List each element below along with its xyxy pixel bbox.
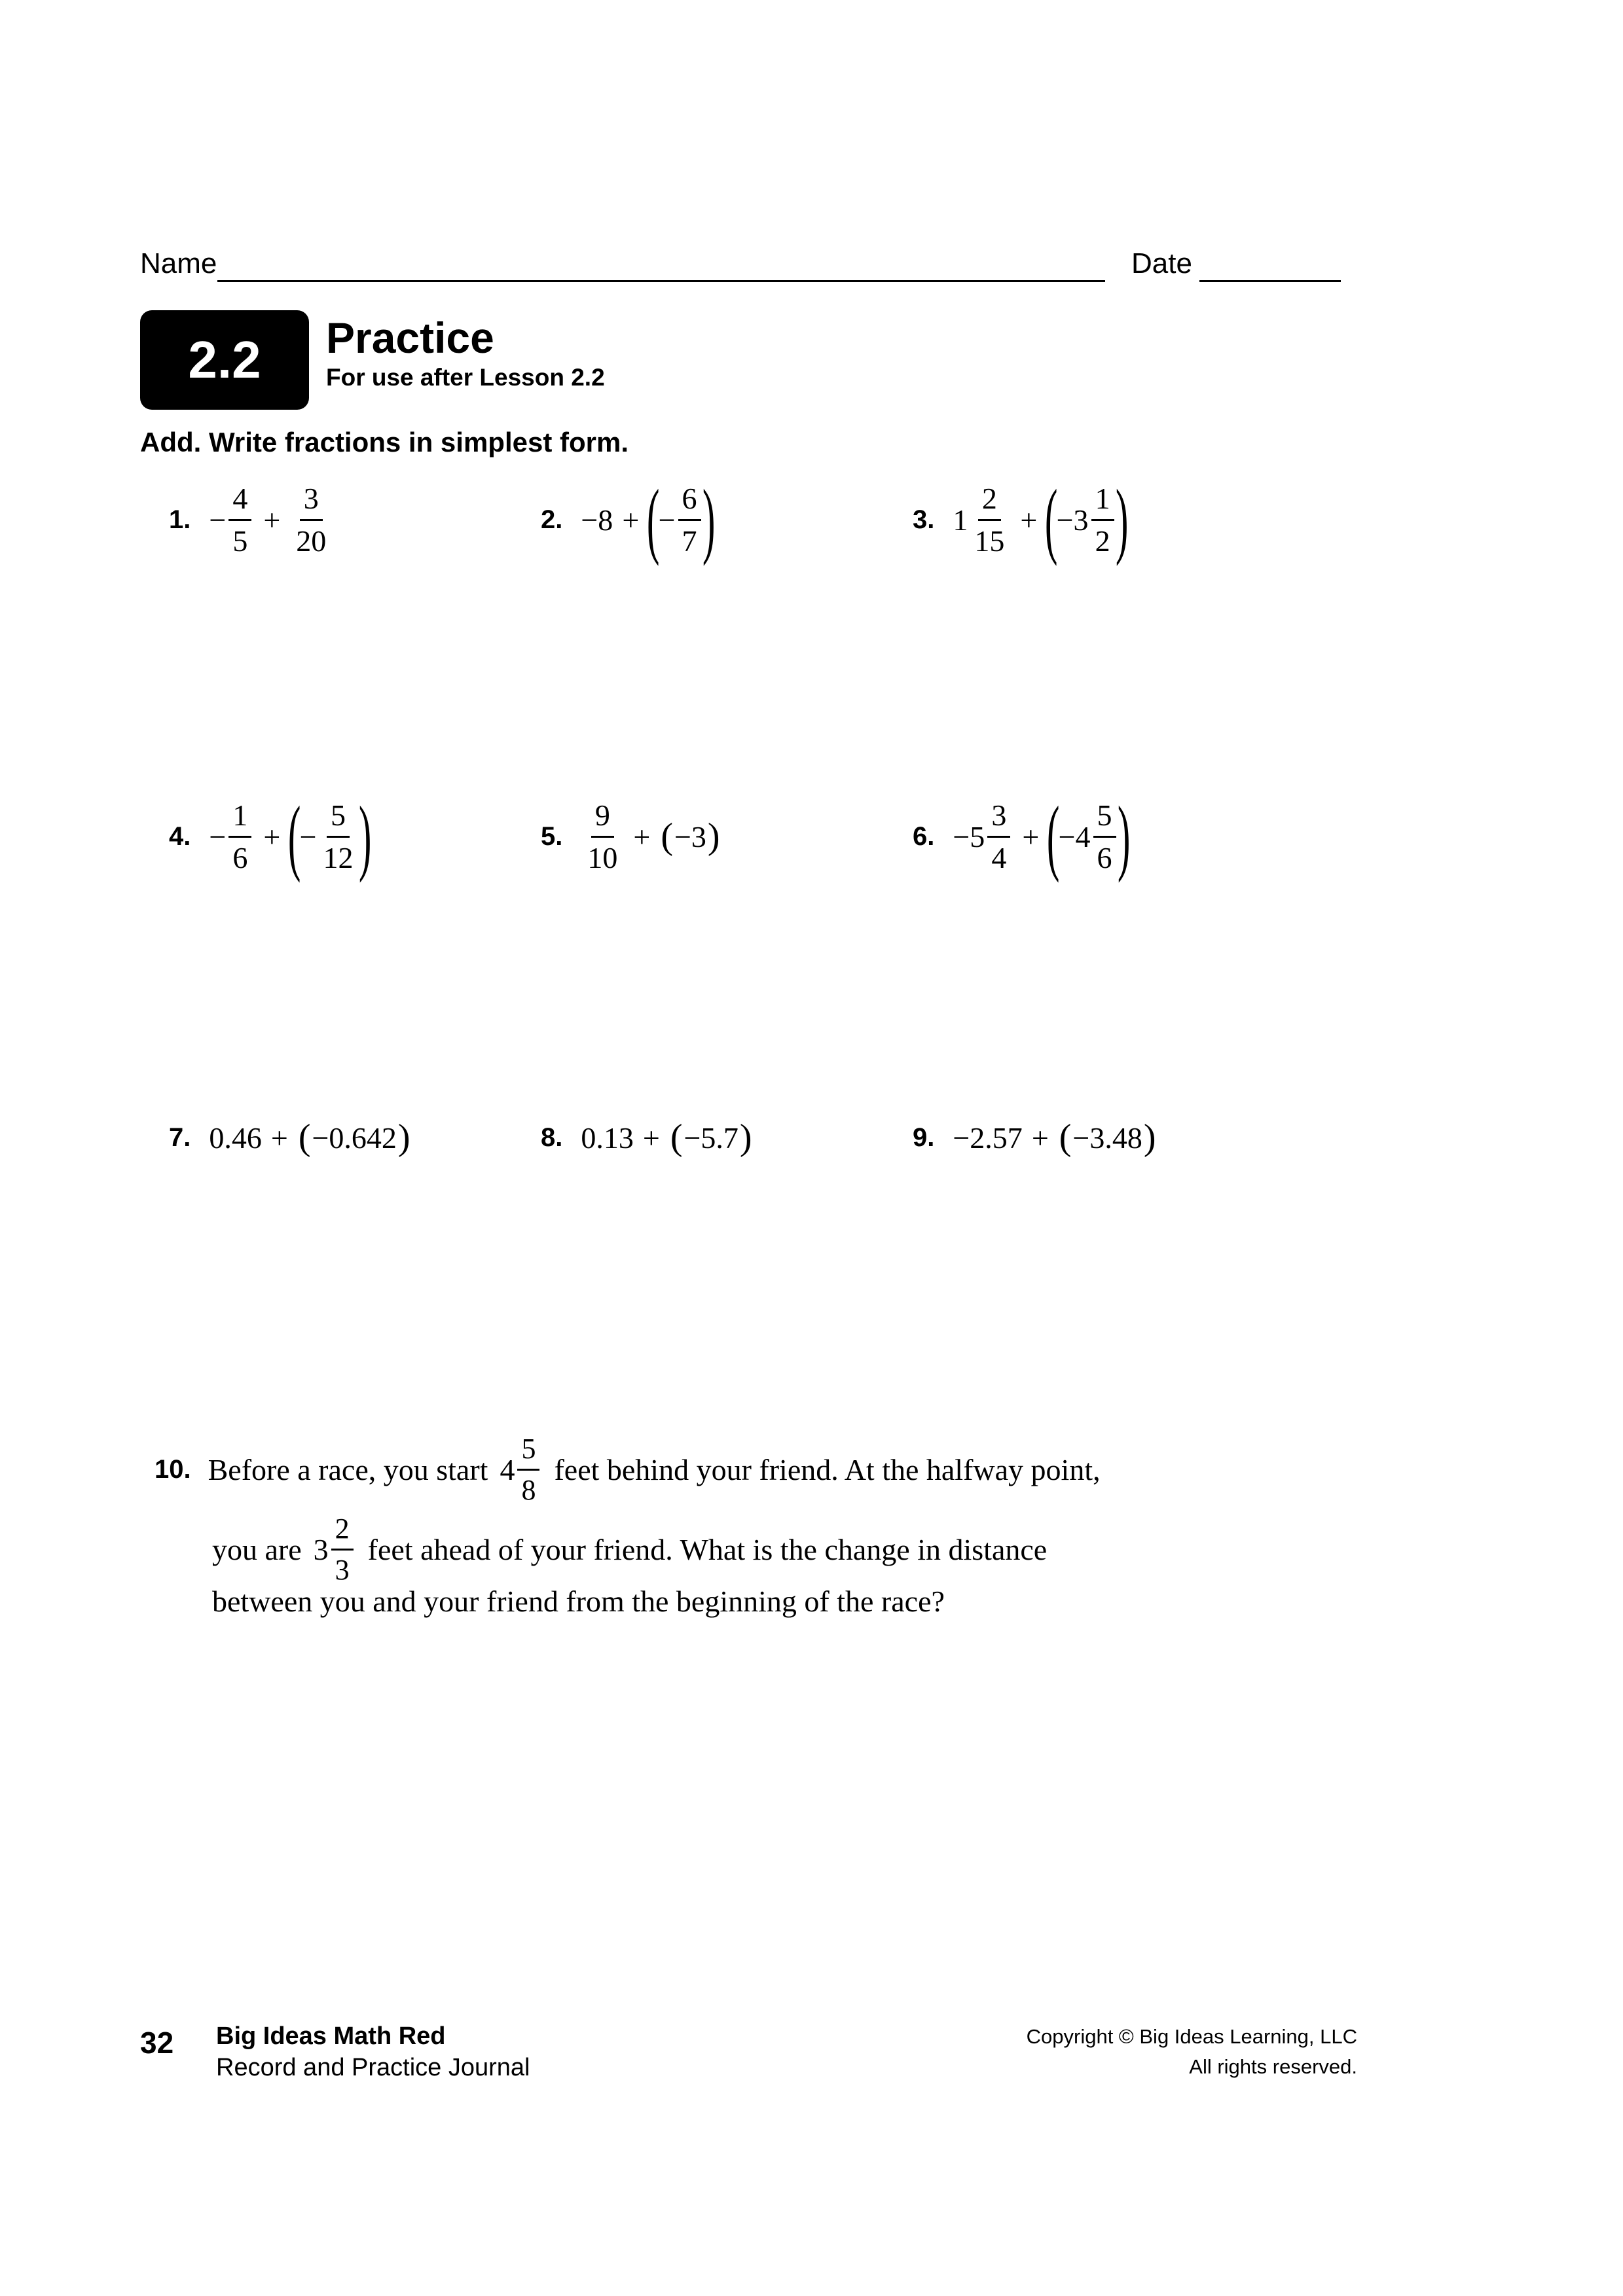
fraction bbox=[228, 800, 251, 873]
problem-expression bbox=[209, 789, 371, 884]
numerator: 3 bbox=[300, 484, 323, 521]
term: 0.46 bbox=[209, 1121, 262, 1155]
date-label: Date bbox=[1131, 247, 1192, 279]
numerator: 5 bbox=[327, 800, 350, 838]
fraction bbox=[987, 800, 1010, 873]
numerator: 2 bbox=[978, 484, 1001, 521]
problem-expression bbox=[953, 1117, 1157, 1158]
denominator: 12 bbox=[323, 840, 354, 874]
text: you are bbox=[212, 1532, 302, 1566]
numerator: 1 bbox=[228, 800, 251, 838]
problem-1 bbox=[169, 467, 333, 572]
plus-sign: + bbox=[633, 819, 651, 853]
problem-expression bbox=[209, 1117, 411, 1158]
problem-number: 8. bbox=[541, 1122, 563, 1152]
numerator: 5 bbox=[1093, 800, 1116, 838]
fraction bbox=[583, 800, 621, 873]
plus-sign: + bbox=[1020, 503, 1038, 537]
denominator: 3 bbox=[335, 1553, 350, 1586]
minus-sign: − bbox=[209, 503, 227, 537]
whole-part: 1 bbox=[953, 503, 968, 537]
problem-expression bbox=[953, 789, 1130, 884]
term: −5.7 bbox=[684, 1121, 739, 1155]
left-paren: ( bbox=[670, 1117, 683, 1158]
name-line[interactable] bbox=[217, 254, 1105, 282]
left-paren: ( bbox=[647, 473, 660, 567]
fraction bbox=[678, 481, 701, 558]
plus-sign: + bbox=[270, 1121, 288, 1155]
fraction bbox=[228, 481, 251, 558]
problem-4 bbox=[169, 784, 370, 889]
left-paren: ( bbox=[1059, 1117, 1072, 1158]
lesson-badge: 2.2 bbox=[140, 310, 309, 410]
right-paren: ) bbox=[702, 473, 715, 567]
copyright: Copyright © Big Ideas Learning, LLC bbox=[1026, 2025, 1357, 2048]
denominator: 2 bbox=[1095, 524, 1110, 558]
whole-part: −4 bbox=[1058, 819, 1091, 853]
problem-expression bbox=[581, 1117, 753, 1158]
word-problem-line-2 bbox=[212, 1507, 1047, 1592]
left-paren: ( bbox=[1047, 789, 1060, 884]
rights-reserved: All rights reserved. bbox=[1189, 2055, 1357, 2078]
problem-5 bbox=[541, 784, 721, 889]
term: −3.48 bbox=[1072, 1121, 1142, 1155]
term: −0.642 bbox=[312, 1121, 397, 1155]
problem-number: 1. bbox=[169, 505, 191, 534]
text: feet behind your friend. At the halfway point, bbox=[554, 1452, 1101, 1486]
right-paren: ) bbox=[739, 1117, 752, 1158]
plus-sign: + bbox=[263, 503, 281, 537]
fraction bbox=[331, 1512, 354, 1586]
problem-number: 6. bbox=[913, 821, 935, 851]
numerator: 1 bbox=[1091, 484, 1114, 521]
plus-sign: + bbox=[1031, 1121, 1049, 1155]
problem-3 bbox=[913, 467, 1127, 572]
whole-part: 3 bbox=[313, 1532, 329, 1566]
numerator: 4 bbox=[228, 484, 251, 521]
denominator: 6 bbox=[1097, 840, 1112, 874]
numerator: 2 bbox=[331, 1515, 354, 1551]
problem-number: 4. bbox=[169, 821, 191, 851]
text: Before a race, you start bbox=[208, 1452, 488, 1486]
term: 0.13 bbox=[581, 1121, 634, 1155]
problem-expression bbox=[581, 800, 721, 873]
denominator: 4 bbox=[991, 840, 1007, 874]
page-subtitle: For use after Lesson 2.2 bbox=[326, 364, 605, 391]
word-problem-line-1 bbox=[155, 1427, 1101, 1512]
fraction bbox=[1093, 800, 1116, 873]
denominator: 6 bbox=[232, 840, 248, 874]
fraction bbox=[1091, 481, 1114, 558]
problem-number: 7. bbox=[169, 1122, 191, 1152]
date-line[interactable] bbox=[1199, 254, 1341, 282]
problem-number: 9. bbox=[913, 1122, 935, 1152]
whole-part: −3 bbox=[1056, 503, 1089, 537]
fraction bbox=[970, 481, 1008, 558]
plus-sign: + bbox=[642, 1121, 660, 1155]
problem-number: 2. bbox=[541, 505, 563, 534]
denominator: 20 bbox=[296, 524, 327, 558]
problem-expression bbox=[209, 481, 333, 558]
right-paren: ) bbox=[1117, 789, 1130, 884]
denominator: 8 bbox=[521, 1473, 536, 1506]
term: −8 bbox=[581, 503, 613, 537]
right-paren: ) bbox=[1143, 1117, 1156, 1158]
problem-number: 10. bbox=[155, 1454, 191, 1484]
text: feet ahead of your friend. What is the change in distance bbox=[367, 1532, 1048, 1566]
fraction bbox=[319, 800, 357, 873]
problem-expression bbox=[953, 473, 1128, 567]
page-title: Practice bbox=[326, 314, 494, 362]
plus-sign: + bbox=[263, 819, 281, 853]
minus-sign: − bbox=[299, 819, 317, 853]
problem-number: 3. bbox=[913, 505, 935, 534]
plus-sign: + bbox=[1022, 819, 1040, 853]
instructions: Add. Write fractions in simplest form. bbox=[140, 427, 629, 457]
denominator: 15 bbox=[974, 524, 1005, 558]
left-paren: ( bbox=[1045, 473, 1058, 567]
denominator: 10 bbox=[587, 840, 618, 874]
left-paren: ( bbox=[661, 816, 673, 857]
right-paren: ) bbox=[1115, 473, 1128, 567]
problem-7 bbox=[169, 1085, 412, 1190]
fraction bbox=[517, 1432, 539, 1506]
whole-part: −5 bbox=[953, 819, 985, 853]
problem-9 bbox=[913, 1085, 1158, 1190]
problem-number: 5. bbox=[541, 821, 563, 851]
book-subtitle: Record and Practice Journal bbox=[216, 2054, 530, 2081]
page-number: 32 bbox=[140, 2026, 174, 2060]
numerator: 5 bbox=[517, 1435, 539, 1471]
right-paren: ) bbox=[397, 1117, 410, 1158]
term: −2.57 bbox=[953, 1121, 1023, 1155]
right-paren: ) bbox=[358, 789, 371, 884]
problem-6 bbox=[913, 784, 1129, 889]
left-paren: ( bbox=[288, 789, 301, 884]
numerator: 9 bbox=[591, 800, 614, 838]
minus-sign: − bbox=[209, 819, 227, 853]
problem-2 bbox=[541, 467, 714, 572]
problem-expression bbox=[581, 473, 715, 567]
fraction bbox=[292, 481, 330, 558]
whole-part: 4 bbox=[500, 1452, 515, 1486]
book-title: Big Ideas Math Red bbox=[216, 2022, 446, 2050]
numerator: 3 bbox=[987, 800, 1010, 838]
left-paren: ( bbox=[298, 1117, 311, 1158]
right-paren: ) bbox=[707, 816, 720, 857]
denominator: 5 bbox=[232, 524, 248, 558]
word-problem-line-3: between you and your friend from the beginning of the race? bbox=[212, 1585, 945, 1618]
plus-sign: + bbox=[622, 503, 640, 537]
denominator: 7 bbox=[682, 524, 697, 558]
name-label: Name bbox=[140, 247, 217, 279]
problem-8 bbox=[541, 1085, 754, 1190]
term: −3 bbox=[674, 819, 706, 853]
minus-sign: − bbox=[658, 503, 676, 537]
numerator: 6 bbox=[678, 484, 701, 521]
